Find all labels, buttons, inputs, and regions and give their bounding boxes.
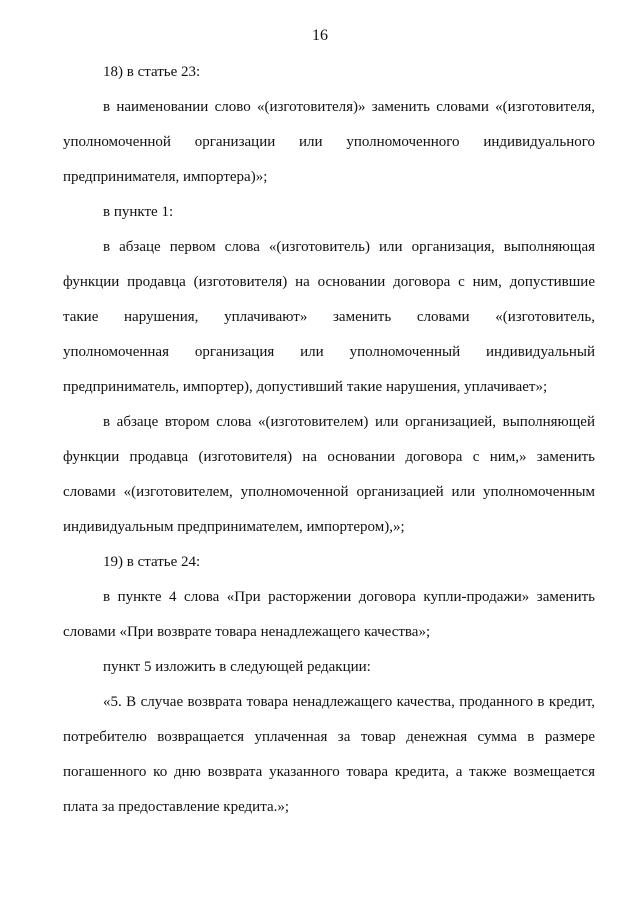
paragraph-item-18: 18) в статье 23: bbox=[103, 64, 201, 80]
document-body bbox=[63, 55, 595, 825]
paragraph-point-5-text: «5. В случае возврата товара ненадлежащего качества, проданного в кредит, потребителю возвращается уплаченная за товар денежная сумма в размере погашенного ко дню возврата указанного товара кредита, а также возмещается плата за предоставление кредита.»; bbox=[63, 694, 595, 815]
page-number: 16 bbox=[312, 27, 328, 44]
paragraph-second-subparagraph: в абзаце втором слова «(изготовителем) или организацией, выполняющей функции продавца (изготовителя) на основании договора с ним,» заменить словами «(изготовителем, уполномоченной организацией или уполномоченным индивидуальным предпринимателем, импортером),»; bbox=[63, 414, 595, 535]
paragraph-point-4: в пункте 4 слова «При расторжении договора купли-продажи» заменить словами «При возврате товара ненадлежащего качества»; bbox=[63, 589, 595, 640]
paragraph-item-19: 19) в статье 24: bbox=[103, 554, 201, 570]
paragraph-first-subparagraph: в абзаце первом слова «(изготовитель) или организация, выполняющая функции продавца (изготовителя) на основании договора с ним, допустившие такие нарушения, уплачивают» заменить словами «(изготовитель, уполномоченная организация или уполномоченный индивидуальный предприниматель, импортер), допустивший такие нарушения, уплачивает»; bbox=[63, 239, 595, 395]
paragraph-title-amendment: в наименовании слово «(изготовителя)» заменить словами «(изготовителя, уполномоченной организации или уполномоченного индивидуального предпринимателя, импортера)»; bbox=[63, 99, 595, 185]
paragraph-point-5-intro: пункт 5 изложить в следующей редакции: bbox=[103, 659, 371, 675]
paragraph-point-1: в пункте 1: bbox=[103, 204, 174, 220]
